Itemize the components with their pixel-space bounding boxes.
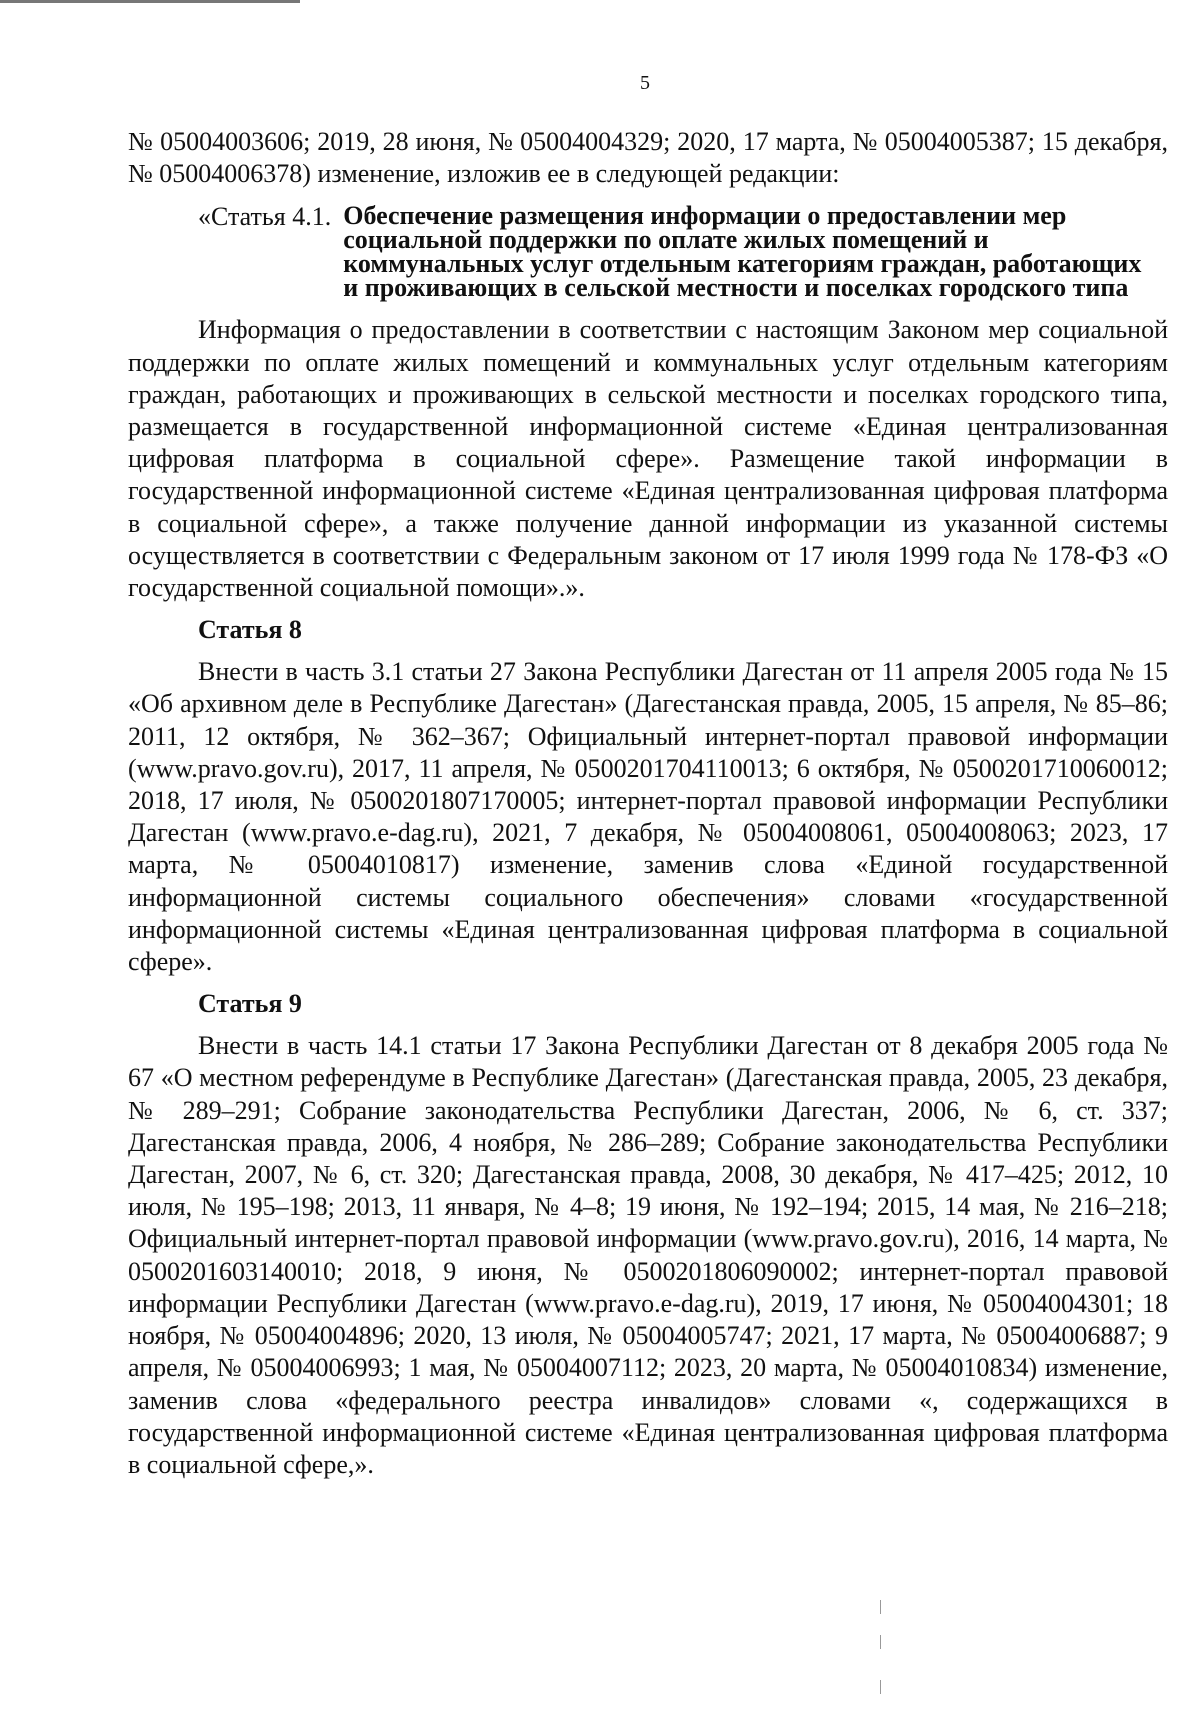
article-9-heading: Статья 9 bbox=[198, 989, 302, 1019]
spacer bbox=[128, 978, 1168, 988]
article-4-1-body: Информация о предоставлении в соответствии с настоящим Законом мер социальной поддержки по оплате жилых помещений и коммунальных услуг отдельным категориям граждан, работающих и проживающих в сельской местности и поселках городского типа, размещается в государственной информационной системе «Единая централизованная цифровая платформа в социальной сфере». Размещение такой информации в государственной информационной системе «Единая централизованная цифровая платформа в социальной сфере», а также получение данной информации из указанной системы осуществляется в соответствии с Федеральным законом от 17 июля 1999 года № 178-ФЗ «О государственной социальной помощи».». bbox=[128, 315, 1168, 603]
intro-paragraph: № 05004003606; 2019, 28 июня, № 05004004329; 2020, 17 марта, № 05004005387; 15 декабря, № 05004006378) изменение, изложив ее в следующей редакции: bbox=[128, 127, 1168, 189]
scan-mark bbox=[880, 1600, 881, 1614]
article-4-1-prefix: «Статья 4.1. bbox=[198, 202, 332, 232]
page-number: 5 bbox=[640, 72, 650, 94]
article-4-1-header bbox=[198, 201, 1168, 303]
article-8-body: Внести в часть 3.1 статьи 27 Закона Республики Дагестан от 11 апреля 2005 года № 15 «Об архивном деле в Республике Дагестан» (Дагестанская правда, 2005, 15 апреля, № 85–86; 2011, 12 октября, № 362–367; Официальный интернет-портал правовой информации (www.pravo.gov.ru), 2017, 11 апреля, № 0500201704110013; 6 октября, № 0500201710060012; 2018, 17 июля, № 0500201807170005; интернет-портал правовой информации Республики Дагестан (www.pravo.e-dag.ru), 2021, 7 декабря, № 05004008061, 05004008063; 2023, 17 марта, № 05004010817) изменение, заменив слова «Единой государственной информационной системы социального обеспечения» словами «государственной информационной системы «Единая централизованная цифровая платформа в социальной сфере». bbox=[128, 657, 1168, 977]
article-9-body: Внести в часть 14.1 статьи 17 Закона Республики Дагестан от 8 декабря 2005 года № 67 «О местном референдуме в Республике Дагестан» (Дагестанская правда, 2005, 23 декабря, № 289–291; Собрание законодательства Республики Дагестан, 2006, № 6, ст. 337; Дагестанская правда, 2006, 4 ноября, № 286–289; Собрание законодательства Республики Дагестан, 2007, № 6, ст. 320; Дагестанская правда, 2008, 30 декабря, № 417–425; 2012, 10 июля, № 195–198; 2013, 11 января, № 4–8; 19 июня, № 192–194; 2015, 14 мая, № 216–218; Официальный интернет-портал правовой информации (www.pravo.gov.ru), 2016, 14 марта, № 0500201603140010; 2018, 9 июня, № 0500201806090002; интернет-портал правовой информации Республики Дагестан (www.pravo.e-dag.ru), 2019, 17 июня, № 05004004301; 18 ноября, № 05004004896; 2020, 13 июля, № 05004005747; 2021, 17 марта, № 05004006887; 9 апреля, № 05004006993; 1 мая, № 05004007112; 2023, 20 марта, № 05004010834) изменение, заменив слова «федерального реестра инвалидов» словами «, содержащихся в государственной информационной системе «Единая централизованная цифровая платформа в социальной сфере,». bbox=[128, 1031, 1168, 1479]
article-8-heading: Статья 8 bbox=[198, 615, 302, 645]
document-body bbox=[128, 126, 1168, 1481]
scan-edge-line bbox=[0, 0, 300, 3]
scan-mark bbox=[880, 1680, 881, 1694]
spacer bbox=[128, 300, 1168, 314]
scan-mark bbox=[880, 1635, 881, 1649]
article-4-1-title: Обеспечение размещения информации о предоставлении мер социальной поддержки по оплате жилых помещений и коммунальных услуг отдельным категориям граждан, работающих и проживающих в сельской местности и поселках городского типа bbox=[343, 201, 1142, 303]
spacer bbox=[128, 1020, 1168, 1030]
spacer bbox=[128, 604, 1168, 614]
spacer bbox=[128, 646, 1168, 656]
